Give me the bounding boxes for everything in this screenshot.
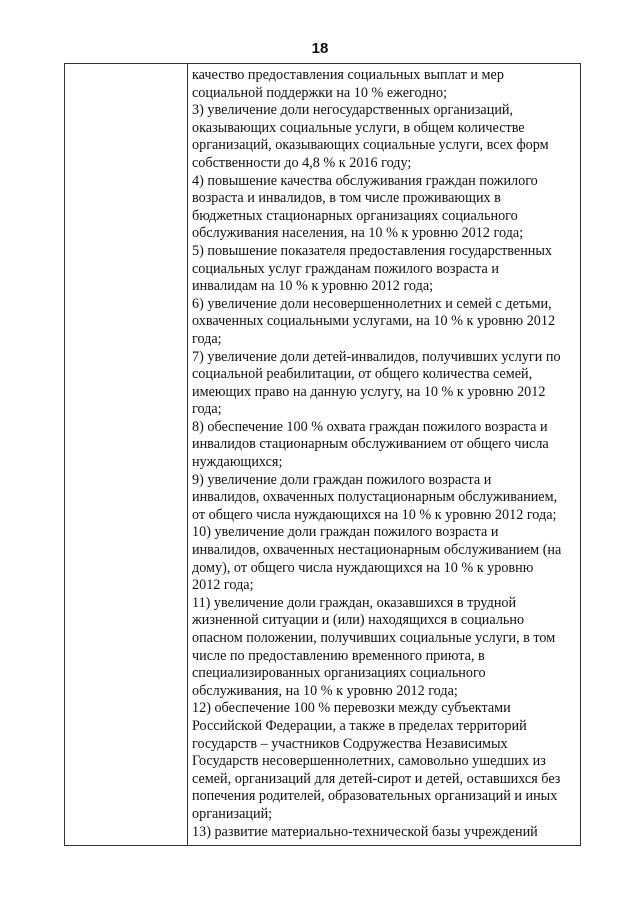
text-line: социальной поддержки на 10 % ежегодно; (192, 84, 448, 101)
text-line: нуждающихся; (192, 454, 283, 471)
text-line: семей, организаций для детей-сирот и детей, оставшихся без (192, 770, 561, 787)
text-line: 2012 года; (192, 577, 254, 594)
text-line: организаций; (192, 805, 273, 822)
table-left-cell (65, 64, 188, 845)
text-line: инвалидов стационарным обслуживанием от общего числа (192, 436, 549, 453)
text-line: имеющих право на данную услугу, на 10 % к уровню 2012 (192, 383, 546, 400)
text-line: бюджетных стационарных организациях социального (192, 207, 518, 224)
table-right-cell (188, 64, 580, 845)
text-line: социальной реабилитации, от общего количества семей, (192, 366, 533, 383)
text-line: возраста и инвалидов, в том числе проживающих в (192, 190, 501, 207)
text-line: собственности до 4,8 % к 2016 году; (192, 154, 412, 171)
text-line: 8) обеспечение 100 % охвата граждан пожилого возраста и (192, 418, 548, 435)
page-number: 18 (311, 40, 329, 57)
text-line: 5) повышение показателя предоставления государственных (192, 242, 553, 259)
text-line: Российской Федерации, а также в пределах территорий (192, 717, 527, 734)
text-line: специализированных организациях социального (192, 665, 486, 682)
text-line: от общего числа нуждающихся на 10 % к уровню 2012 года; (192, 506, 557, 523)
text-line: инвалидов, охваченных полустационарным обслуживанием, (192, 489, 558, 506)
text-line: 3) увеличение доли негосударственных организаций, (192, 102, 514, 119)
text-line: 11) увеличение доли граждан, оказавшихся в трудной (192, 594, 517, 611)
text-line: года; (192, 330, 222, 347)
text-line: жизненной ситуации и (или) находящихся в социально (192, 612, 525, 629)
text-line: 12) обеспечение 100 % перевозки между субъектами (192, 700, 511, 717)
text-line: числе по предоставлению временного приюта, в (192, 647, 485, 664)
text-line: дому), от общего числа нуждающихся на 10 % к уровню (192, 559, 534, 576)
text-line: организаций, оказывающих социальные услуги, всех форм (192, 137, 549, 154)
text-line: обслуживания населения, на 10 % к уровню 2012 года; (192, 225, 524, 242)
text-line: попечения родителей, образовательных организаций и иных (192, 788, 558, 805)
text-line: социальных услуг гражданам пожилого возраста и (192, 260, 499, 277)
text-line: 6) увеличение доли несовершеннолетних и семей с детьми, (192, 295, 552, 312)
text-line: инвалидам на 10 % к уровню 2012 года; (192, 278, 434, 295)
text-line: 7) увеличение доли детей-инвалидов, получивших услуги по (192, 348, 561, 365)
text-line: опасном положении, получивших социальные услуги, в том (192, 630, 556, 646)
text-line: 4) повышение качества обслуживания граждан пожилого (192, 172, 538, 189)
text-line: качество предоставления социальных выплат и мер (192, 67, 504, 83)
text-line: оказывающих социальные услуги, в общем количестве (192, 119, 525, 136)
text-line: 10) увеличение доли граждан пожилого возраста и (192, 524, 499, 541)
document-table (64, 63, 581, 846)
text-line: обслуживания, на 10 % к уровню 2012 года; (192, 682, 458, 699)
text-line: государств – участников Содружества Независимых (192, 735, 508, 752)
text-line: Государств несовершеннолетних, самовольно ушедших из (192, 753, 546, 770)
text-line: инвалидов, охваченных нестационарным обслуживанием (на (192, 542, 562, 559)
text-line: охваченных социальными услугами, на 10 % к уровню 2012 (192, 313, 556, 330)
text-line: года; (192, 401, 222, 418)
text-line: 9) увеличение доли граждан пожилого возраста и (192, 471, 492, 488)
text-line: 13) развитие материально-технической базы учреждений (192, 823, 538, 840)
